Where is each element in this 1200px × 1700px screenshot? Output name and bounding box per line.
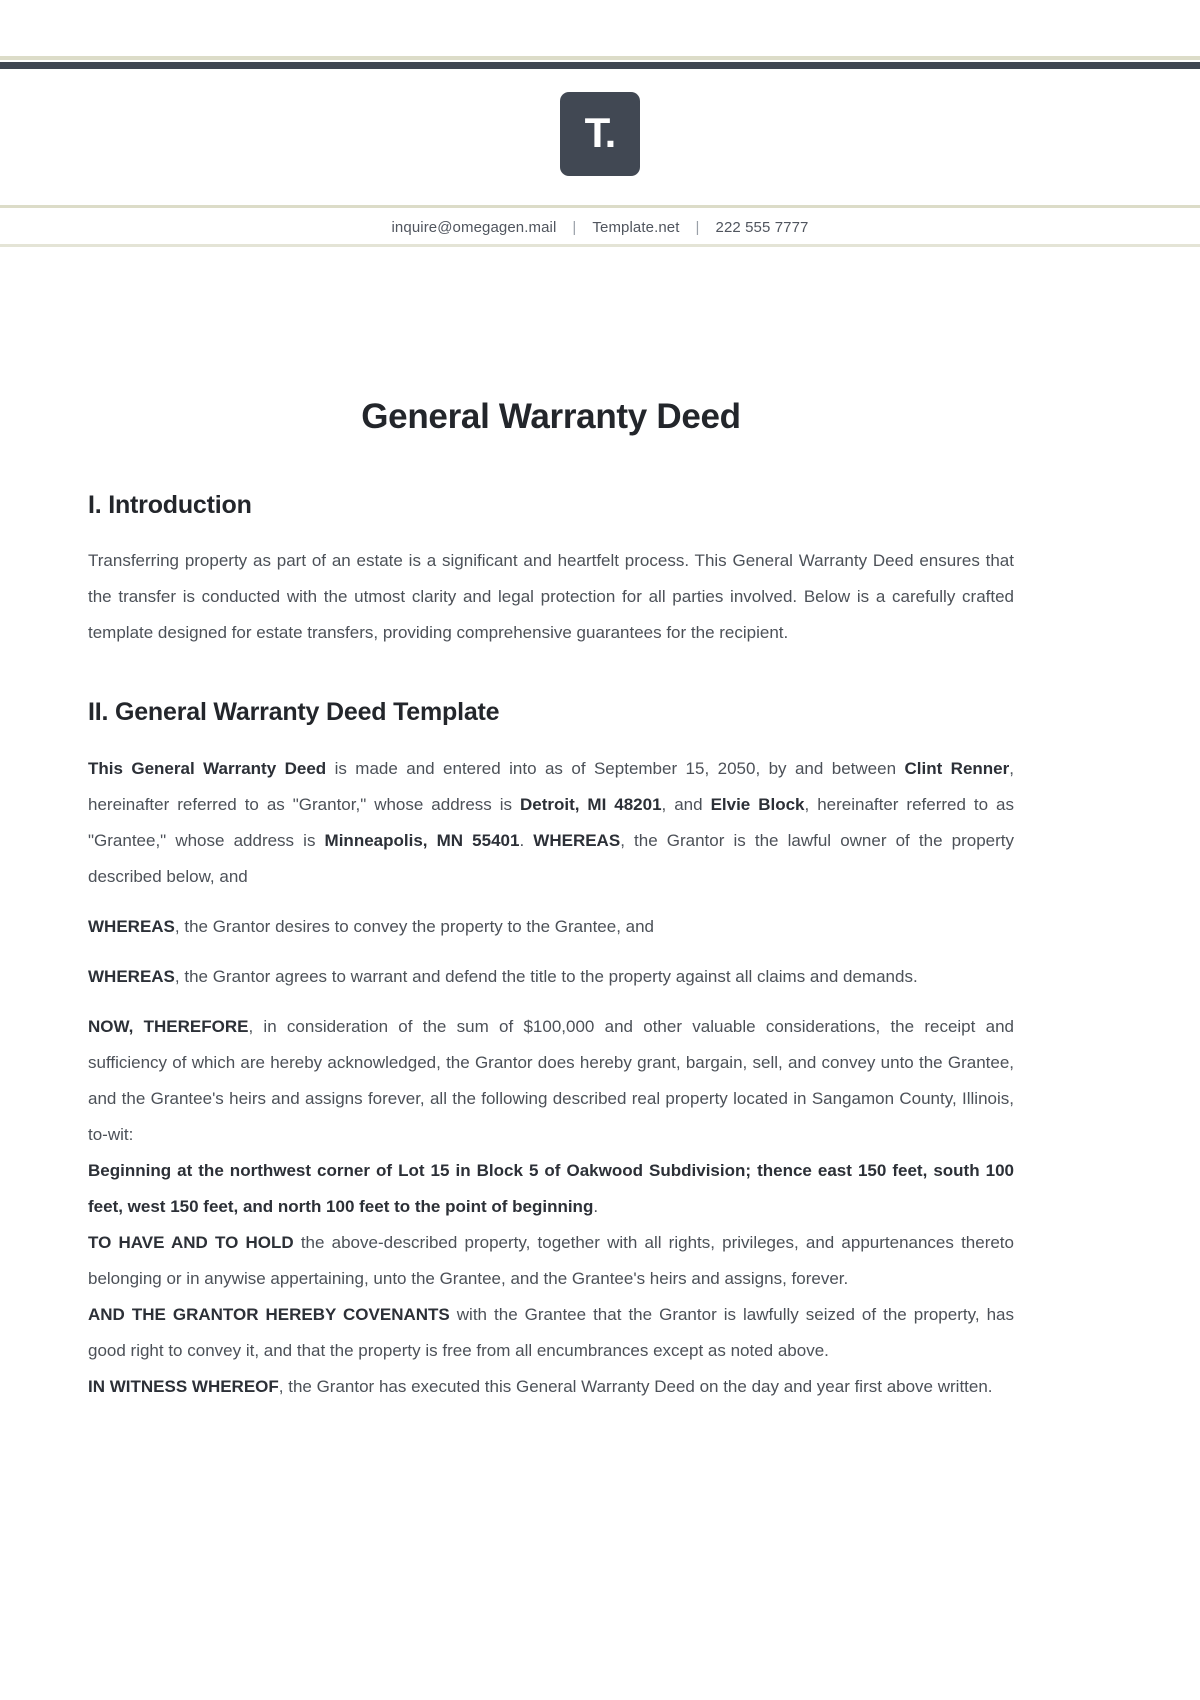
header-dark-rule	[0, 62, 1200, 69]
grantee-address: Minneapolis, MN 55401	[324, 830, 520, 850]
deed-paragraph-legal-description	[88, 1153, 1014, 1225]
now-therefore-text-3: , to-wit:	[88, 1088, 1014, 1144]
now-therefore-text-1: , in consideration of the sum of	[248, 1016, 524, 1036]
deed-text-7: , the Grantor is the lawful owner of the property described below, and	[88, 830, 1014, 886]
deed-paragraph-whereas-3	[88, 959, 1014, 995]
whereas-label-3: WHEREAS	[88, 966, 175, 986]
deed-paragraph-witness	[88, 1369, 1014, 1405]
contact-bar	[0, 211, 1200, 244]
whereas-text-2: , the Grantor desires to convey the property to the Grantee, and	[174, 916, 655, 936]
contact-separator-1: |	[572, 219, 577, 236]
whereas-label-2: WHEREAS	[88, 916, 175, 936]
in-witness-whereof-label: IN WITNESS WHEREOF	[88, 1376, 279, 1396]
contact-website[interactable]: Template.net	[592, 219, 680, 236]
covenants-label: AND THE GRANTOR HEREBY COVENANTS	[88, 1304, 450, 1324]
grantee-name: Elvie Block	[710, 794, 805, 814]
deed-date: September 15, 2050	[593, 758, 756, 778]
deed-text-5: , hereinafter referred to as "Grantee," whose address is	[88, 794, 1014, 850]
grantor-name: Clint Renner	[904, 758, 1010, 778]
now-therefore-label: NOW, THEREFORE	[88, 1016, 249, 1036]
introduction-paragraph: Transferring property as part of an estate is a significant and heartfelt process. This General Warranty Deed ensures that the transfer is conducted with the utmost clarity and legal protection for all parties involved. Below is a carefully crafted template designed for estate transfers, providing comprehensive guarantees for the recipient.	[88, 551, 1014, 643]
header-accent-rule	[0, 56, 1200, 60]
whereas-label-1: WHEREAS	[533, 830, 621, 850]
deed-text-3: , hereinafter referred to as "Grantor," whose address is	[88, 758, 1014, 814]
deed-text-2: , by and between	[755, 758, 905, 778]
grantor-address: Detroit, MI 48201	[519, 794, 662, 814]
to-have-and-to-hold-text: the above-described property, together with all rights, privileges, and appurtenances thereto belonging or in anywise appertaining, unto the Grantee, and the Grantee's heirs and assigns, forever.	[88, 1232, 1014, 1288]
covenants-text: with the Grantee that the Grantor is lawfully seized of the property, has good right to convey it, and that the property is free from all encumbrances except as noted above.	[88, 1304, 1014, 1360]
deed-paragraph-covenants	[88, 1297, 1014, 1369]
whereas-text-3: , the Grantor agrees to warrant and defend the title to the property against all claims and demands.	[174, 966, 918, 986]
contact-top-rule	[0, 205, 1200, 208]
deed-text-6: .	[519, 830, 534, 850]
deed-paragraph-parties	[88, 751, 1014, 895]
logo-mark-text: T.	[584, 109, 616, 156]
section-heading-introduction: I. Introduction	[88, 491, 252, 519]
deed-text-4: , and	[661, 794, 711, 814]
deed-paragraph-now-therefore	[88, 1009, 1014, 1153]
deed-text-1: is made and entered into as of	[326, 758, 594, 778]
deed-paragraph-whereas-2	[88, 909, 1014, 945]
legal-description-period: .	[593, 1196, 599, 1216]
deed-paragraph-habendum	[88, 1225, 1014, 1297]
now-therefore-text-2: and other valuable considerations, the receipt and sufficiency of which are hereby acknowledged, the Grantor does hereby grant, bargain, sell, and convey unto the Grantee, and the Grantee's heirs and assigns forever, all the following described real property located in	[88, 1016, 1014, 1108]
consideration-amount: $100,000	[523, 1016, 595, 1036]
legal-description-text: Beginning at the northwest corner of Lot 15 in Block 5 of Oakwood Subdivision; thence east 150 feet, south 100 feet, west 150 feet, and north 100 feet to the point of beginning	[88, 1160, 1014, 1216]
brand-logo	[0, 92, 1200, 176]
section-heading-template: II. General Warranty Deed Template	[88, 698, 500, 727]
contact-bottom-rule	[0, 244, 1200, 247]
page-title: General Warranty Deed	[361, 397, 741, 436]
contact-separator-2: |	[695, 219, 700, 236]
property-location: Sangamon County, Illinois	[811, 1088, 1010, 1108]
logo-tile-icon	[560, 92, 640, 176]
contact-email[interactable]: inquire@omegagen.mail	[391, 219, 557, 236]
deed-lead-label: This General Warranty Deed	[88, 758, 327, 778]
to-have-and-to-hold-label: TO HAVE AND TO HOLD	[88, 1232, 294, 1252]
in-witness-whereof-text: , the Grantor has executed this General Warranty Deed on the day and year first above written.	[278, 1376, 993, 1396]
document-content	[88, 396, 1014, 1405]
contact-phone[interactable]: 222 555 7777	[715, 219, 809, 236]
